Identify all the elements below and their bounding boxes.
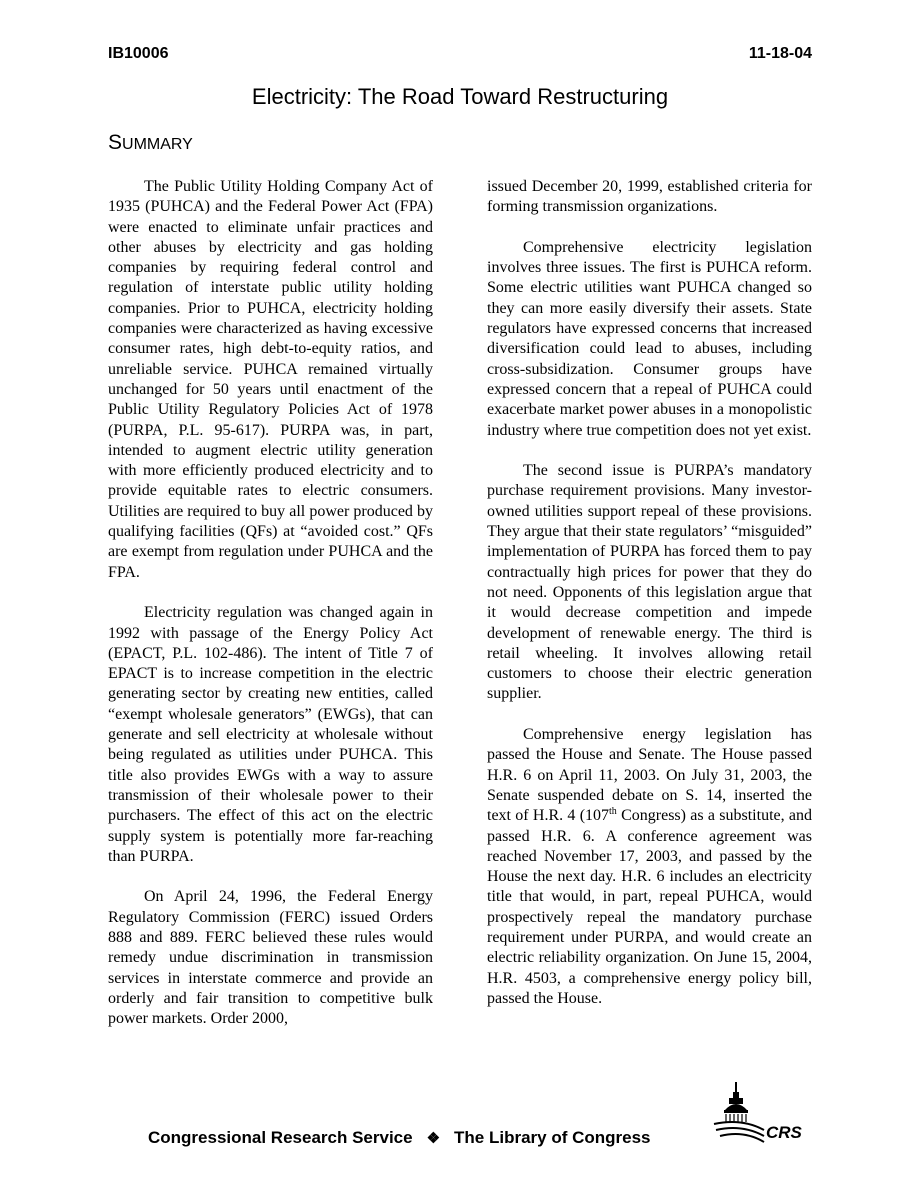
section-heading-rest: UMMARY bbox=[122, 136, 193, 153]
section-heading-initial: S bbox=[108, 131, 123, 154]
right-column bbox=[487, 177, 812, 1009]
crs-capitol-logo bbox=[712, 1080, 808, 1152]
paragraph bbox=[487, 725, 812, 1009]
left-column bbox=[108, 177, 433, 1029]
paragraph-text-start: Comprehensive energy legislation has passed the House and Senate. The House passed H.R. 6 on April 11, 2003. On July 31, 2003, the Senate suspended debate on S. 14, inserted the text of H.R. 4 (107 bbox=[487, 726, 812, 825]
paragraph-continuation: issued December 20, 1999, established criteria for forming transmission organizations. bbox=[487, 178, 812, 216]
paragraph-text-end: Congress) as a substitute, and passed H.R. 6. A conference agreement was reached November 17, 2003, and passed by the House the next day. H.R. 6 includes an electricity title that would, in part, repeal PUHCA, would prospectively repeal the mandatory purchase requirement under PURPA, and would create an electric reliability organization. On June 15, 2004, H.R. 4503, a comprehensive energy policy bill, passed the House. bbox=[487, 807, 813, 1007]
document-id: IB10006 bbox=[108, 45, 169, 62]
document-date: 11-18-04 bbox=[748, 45, 812, 62]
footer-crs-name: Congressional Research Service bbox=[148, 1128, 413, 1147]
paragraph: The second issue is PURPA’s mandatory purchase requirement provisions. Many investor-owned utilities support repeal of these provisions. They argue that their state regulators’ “misguided” implementation of PURPA has forced them to pay contractually high prices for power that they do not need. Opponents of this legislation argue that it would decrease competition and impede development of renewable energy. The third is retail wheeling. It involves allowing retail customers to choose their electric generation supplier. bbox=[487, 462, 812, 703]
footer-separator-icon: ❖ bbox=[426, 1130, 441, 1147]
paragraph: Comprehensive electricity legislation involves three issues. The first is PUHCA reform. Some electric utilities want PUHCA changed so they can more easily diversify their assets. State regulators have expressed concerns that increased diversification could lead to abuses, including cross-subsidization. Consumer groups have expressed concern that a repeal of PUHCA could exacerbate market power abuses in a monopolistic industry where true competition does not yet exist. bbox=[487, 238, 812, 439]
footer bbox=[148, 1128, 651, 1148]
section-heading bbox=[108, 131, 193, 155]
ordinal-superscript: th bbox=[609, 806, 617, 818]
paragraph: The Public Utility Holding Company Act of 1935 (PUHCA) and the Federal Power Act (FPA) were enacted to eliminate unfair practices and other abuses by electricity and gas holding companies by requiring federal control and regulation of interstate public utility holding companies. Prior to PUHCA, electricity holding companies were characterized as having excessive consumer rates, high debt-to-equity ratios, and unreliable service. PUHCA remained virtually unchanged for 50 years until enactment of the Public Utility Regulatory Policies Act of 1978 (PURPA, P.L. 95-617). PURPA was, in part, intended to augment electric utility generation with more efficiently produced electricity and to provide equitable rates to electric consumers. Utilities are required to buy all power produced by qualifying facilities (QFs) at “avoided cost.” QFs are exempt from regulation under PUHCA and the FPA. bbox=[108, 178, 433, 581]
page-title: Electricity: The Road Toward Restructuring bbox=[251, 84, 669, 109]
paragraph: On April 24, 1996, the Federal Energy Regulatory Commission (FERC) issued Orders 888 and 889. FERC believed these rules would remedy undue discrimination in transmission services in interstate commerce and provide an orderly and fair transition to competitive bulk power markets. Order 2000, bbox=[108, 888, 433, 1028]
footer-library-name: The Library of Congress bbox=[454, 1128, 651, 1147]
paragraph: Electricity regulation was changed again in 1992 with passage of the Energy Policy Act (EPACT, P.L. 102-486). The intent of Title 7 of EPACT is to increase competition in the electric generating sector by creating new entities, called “exempt wholesale generators” (EWGs), that can generate and sell electricity at wholesale without being regulated as utilities under PUHCA. This title also provides EWGs with a way to assure transmission of their wholesale power to their purchasers. The effect of this act on the electric supply system is potentially more far-reaching than PURPA. bbox=[108, 604, 433, 865]
crs-logo-text: CRS bbox=[766, 1123, 802, 1142]
